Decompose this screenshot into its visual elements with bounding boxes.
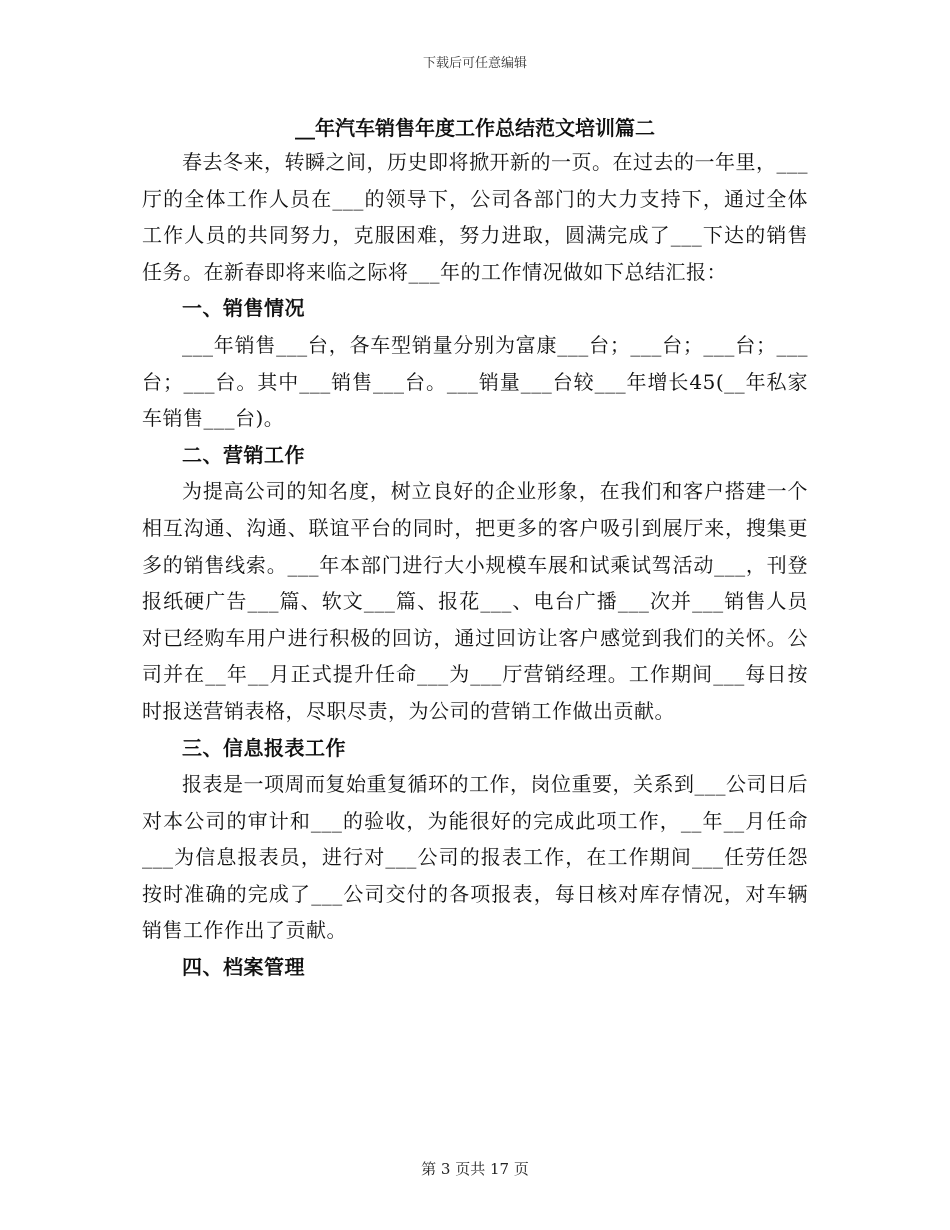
section-heading-reports: 三、信息报表工作 xyxy=(182,735,346,760)
header-note: 下载后可任意编辑 xyxy=(422,56,527,71)
page-footer: 第 3 页共 17 页 xyxy=(421,1160,529,1178)
document-body xyxy=(142,112,808,986)
intro-paragraph: 春去冬来，转瞬之间，历史即将掀开新的一页。在过去的一年里，___厅的全体工作人员在___的领导下，公司各部门的大力支持下，通过全体工作人员的共同努力，克服困难，努力进取，圆满完成了___下达的销售任务。在新春即将来临之际将___年的工作情况做如下总结汇报： xyxy=(142,150,808,284)
document-title: __年汽车销售年度工作总结范文培训篇二 xyxy=(295,116,655,140)
section-heading-sales: 一、销售情况 xyxy=(182,296,305,321)
reports-paragraph: 报表是一项周而复始重复循环的工作，岗位重要，关系到___公司日后对本公司的审计和___的验收，为能很好的完成此项工作，__年__月任命___为信息报表员，进行对___公司的报表工作，在工作期间___任劳任怨按时准确的完成了___公司交付的各项报表，每日核对库存情况，对车辆销售工作作出了贡献。 xyxy=(142,772,808,943)
section-heading-archives: 四、档案管理 xyxy=(182,955,305,980)
sales-paragraph: ___年销售___台，各车型销量分别为富康___台；___台；___台；___台；___台。其中___销售___台。___销量___台较___年增长45(__年私家车销售___台)。 xyxy=(142,332,808,431)
marketing-paragraph: 为提高公司的知名度，树立良好的企业形象，在我们和客户搭建一个相互沟通、沟通、联谊平台的同时，把更多的客户吸引到展厅来，搜集更多的销售线索。___年本部门进行大小规模车展和试乘试驾活动___，刊登报纸硬广告___篇、软文___篇、报花___、电台广播___次并___销售人员对已经购车用户进行积极的回访，通过回访让客户感觉到我们的关怀。公司并在__年__月正式提升任命___为___厅营销经理。工作期间___每日按时报送营销表格，尽职尽责，为公司的营销工作做出贡献。 xyxy=(142,479,808,723)
section-heading-marketing: 二、营销工作 xyxy=(182,442,305,467)
